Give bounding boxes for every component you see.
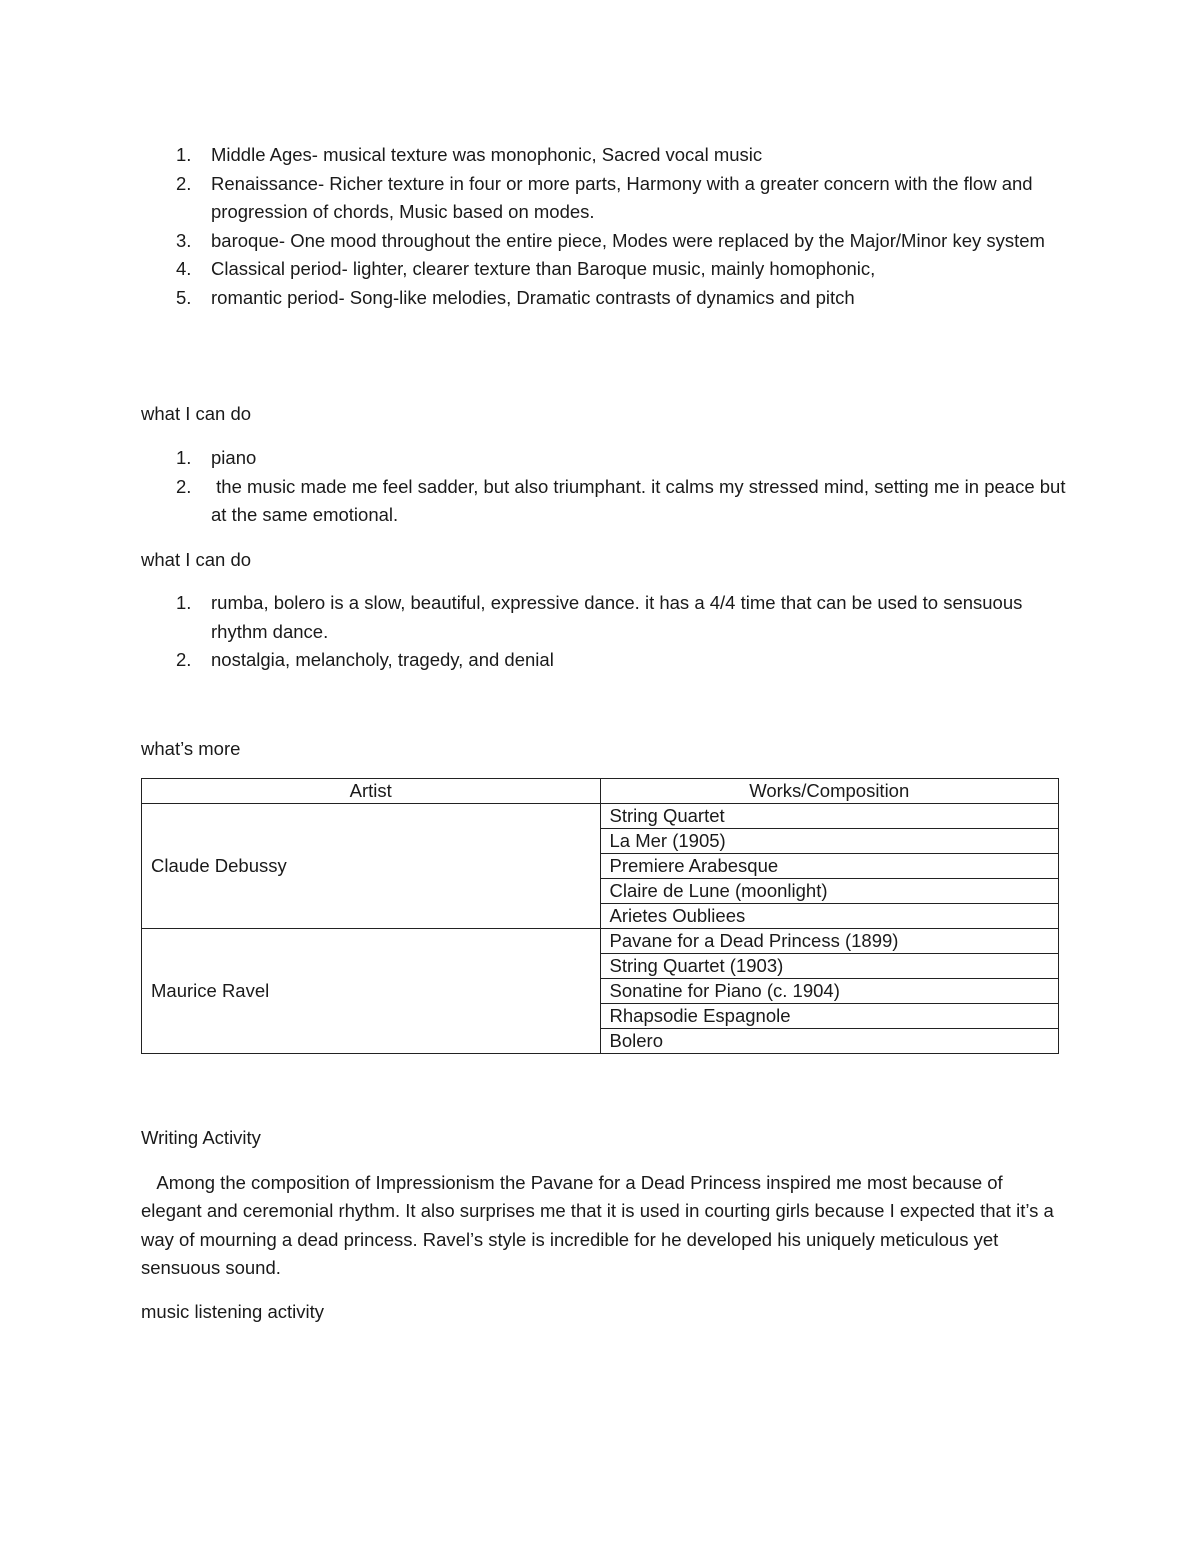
list-item — [170, 589, 1070, 646]
list-text: Middle Ages- musical texture was monophonic, Sacred vocal music — [211, 144, 763, 165]
section-heading-what-i-can-do-2: what I can do — [141, 549, 252, 570]
list-item — [170, 227, 1070, 256]
list-number: 2. — [176, 172, 192, 194]
list-item — [170, 284, 1070, 313]
list-number: 2. — [176, 649, 192, 670]
what-i-can-do-list-2 — [170, 589, 1070, 675]
work-cell: Bolero — [600, 1029, 1059, 1054]
list-item — [170, 141, 1070, 170]
list-text: baroque- One mood throughout the entire piece, Modes were replaced by the Major/Minor key system — [211, 229, 1045, 251]
list-number: 1. — [176, 592, 192, 613]
list-item — [170, 170, 1070, 227]
artist-cell: Maurice Ravel — [142, 929, 601, 1054]
section-heading-whats-more: what’s more — [141, 738, 241, 759]
list-text: piano — [211, 447, 257, 468]
writing-activity-paragraph: Among the composition of Impressionism the Pavane for a Dead Princess inspired me most because of elegant and ceremonial rhythm. It also surprises me that it is used in courting girls because I expected that it’s a way of mourning a dead princess. Ravel’s style is incredible for he developed his uniquely meticulous yet sensuous sound. — [141, 1172, 1059, 1278]
list-text: nostalgia, melancholy, tragedy, and denial — [211, 649, 554, 670]
work-cell: Rhapsodie Espagnole — [600, 1004, 1059, 1029]
work-cell: Arietes Oubliees — [600, 904, 1059, 929]
list-text: Renaissance- Richer texture in four or more parts, Harmony with a greater concern with the flow and progression of chords, Music based on modes. — [211, 172, 1033, 222]
list-item — [170, 473, 1070, 530]
section-heading-what-i-can-do-1: what I can do — [141, 403, 252, 424]
work-cell: String Quartet (1903) — [600, 954, 1059, 979]
work-cell: Pavane for a Dead Princess (1899) — [600, 929, 1059, 954]
column-header-artist: Artist — [142, 779, 601, 804]
section-heading-writing-activity: Writing Activity — [141, 1127, 261, 1148]
work-cell: Premiere Arabesque — [600, 854, 1059, 879]
table-row — [142, 929, 1059, 954]
list-item — [170, 255, 1070, 284]
work-cell: Sonatine for Piano (c. 1904) — [600, 979, 1059, 1004]
work-cell: String Quartet — [600, 804, 1059, 829]
work-cell: La Mer (1905) — [600, 829, 1059, 854]
list-number: 5. — [176, 286, 192, 308]
table-row — [142, 804, 1059, 829]
list-number: 1. — [176, 447, 192, 468]
artist-works-table — [141, 778, 1059, 1054]
list-number: 3. — [176, 229, 192, 251]
column-header-works: Works/Composition — [600, 779, 1059, 804]
list-text: the music made me feel sadder, but also triumphant. it calms my stressed mind, setting me in peace but at the same emotional. — [211, 475, 1071, 525]
list-number: 4. — [176, 258, 192, 279]
list-item — [170, 444, 1070, 473]
what-i-can-do-list-1 — [170, 444, 1070, 530]
list-item — [170, 646, 1070, 675]
artist-cell: Claude Debussy — [142, 804, 601, 929]
list-text: romantic period- Song-like melodies, Dramatic contrasts of dynamics and pitch — [211, 286, 855, 308]
list-text: rumba, bolero is a slow, beautiful, expressive dance. it has a 4/4 time that can be used to sensuous rhythm dance. — [211, 592, 1023, 642]
work-cell: Claire de Lune (moonlight) — [600, 879, 1059, 904]
list-number: 2. — [176, 475, 192, 497]
list-number: 1. — [176, 144, 192, 165]
section-heading-music-listening-activity: music listening activity — [141, 1301, 325, 1322]
list-text: Classical period- lighter, clearer texture than Baroque music, mainly homophonic, — [211, 258, 876, 279]
music-periods-list — [170, 141, 1070, 312]
table-header-row — [142, 779, 1059, 804]
